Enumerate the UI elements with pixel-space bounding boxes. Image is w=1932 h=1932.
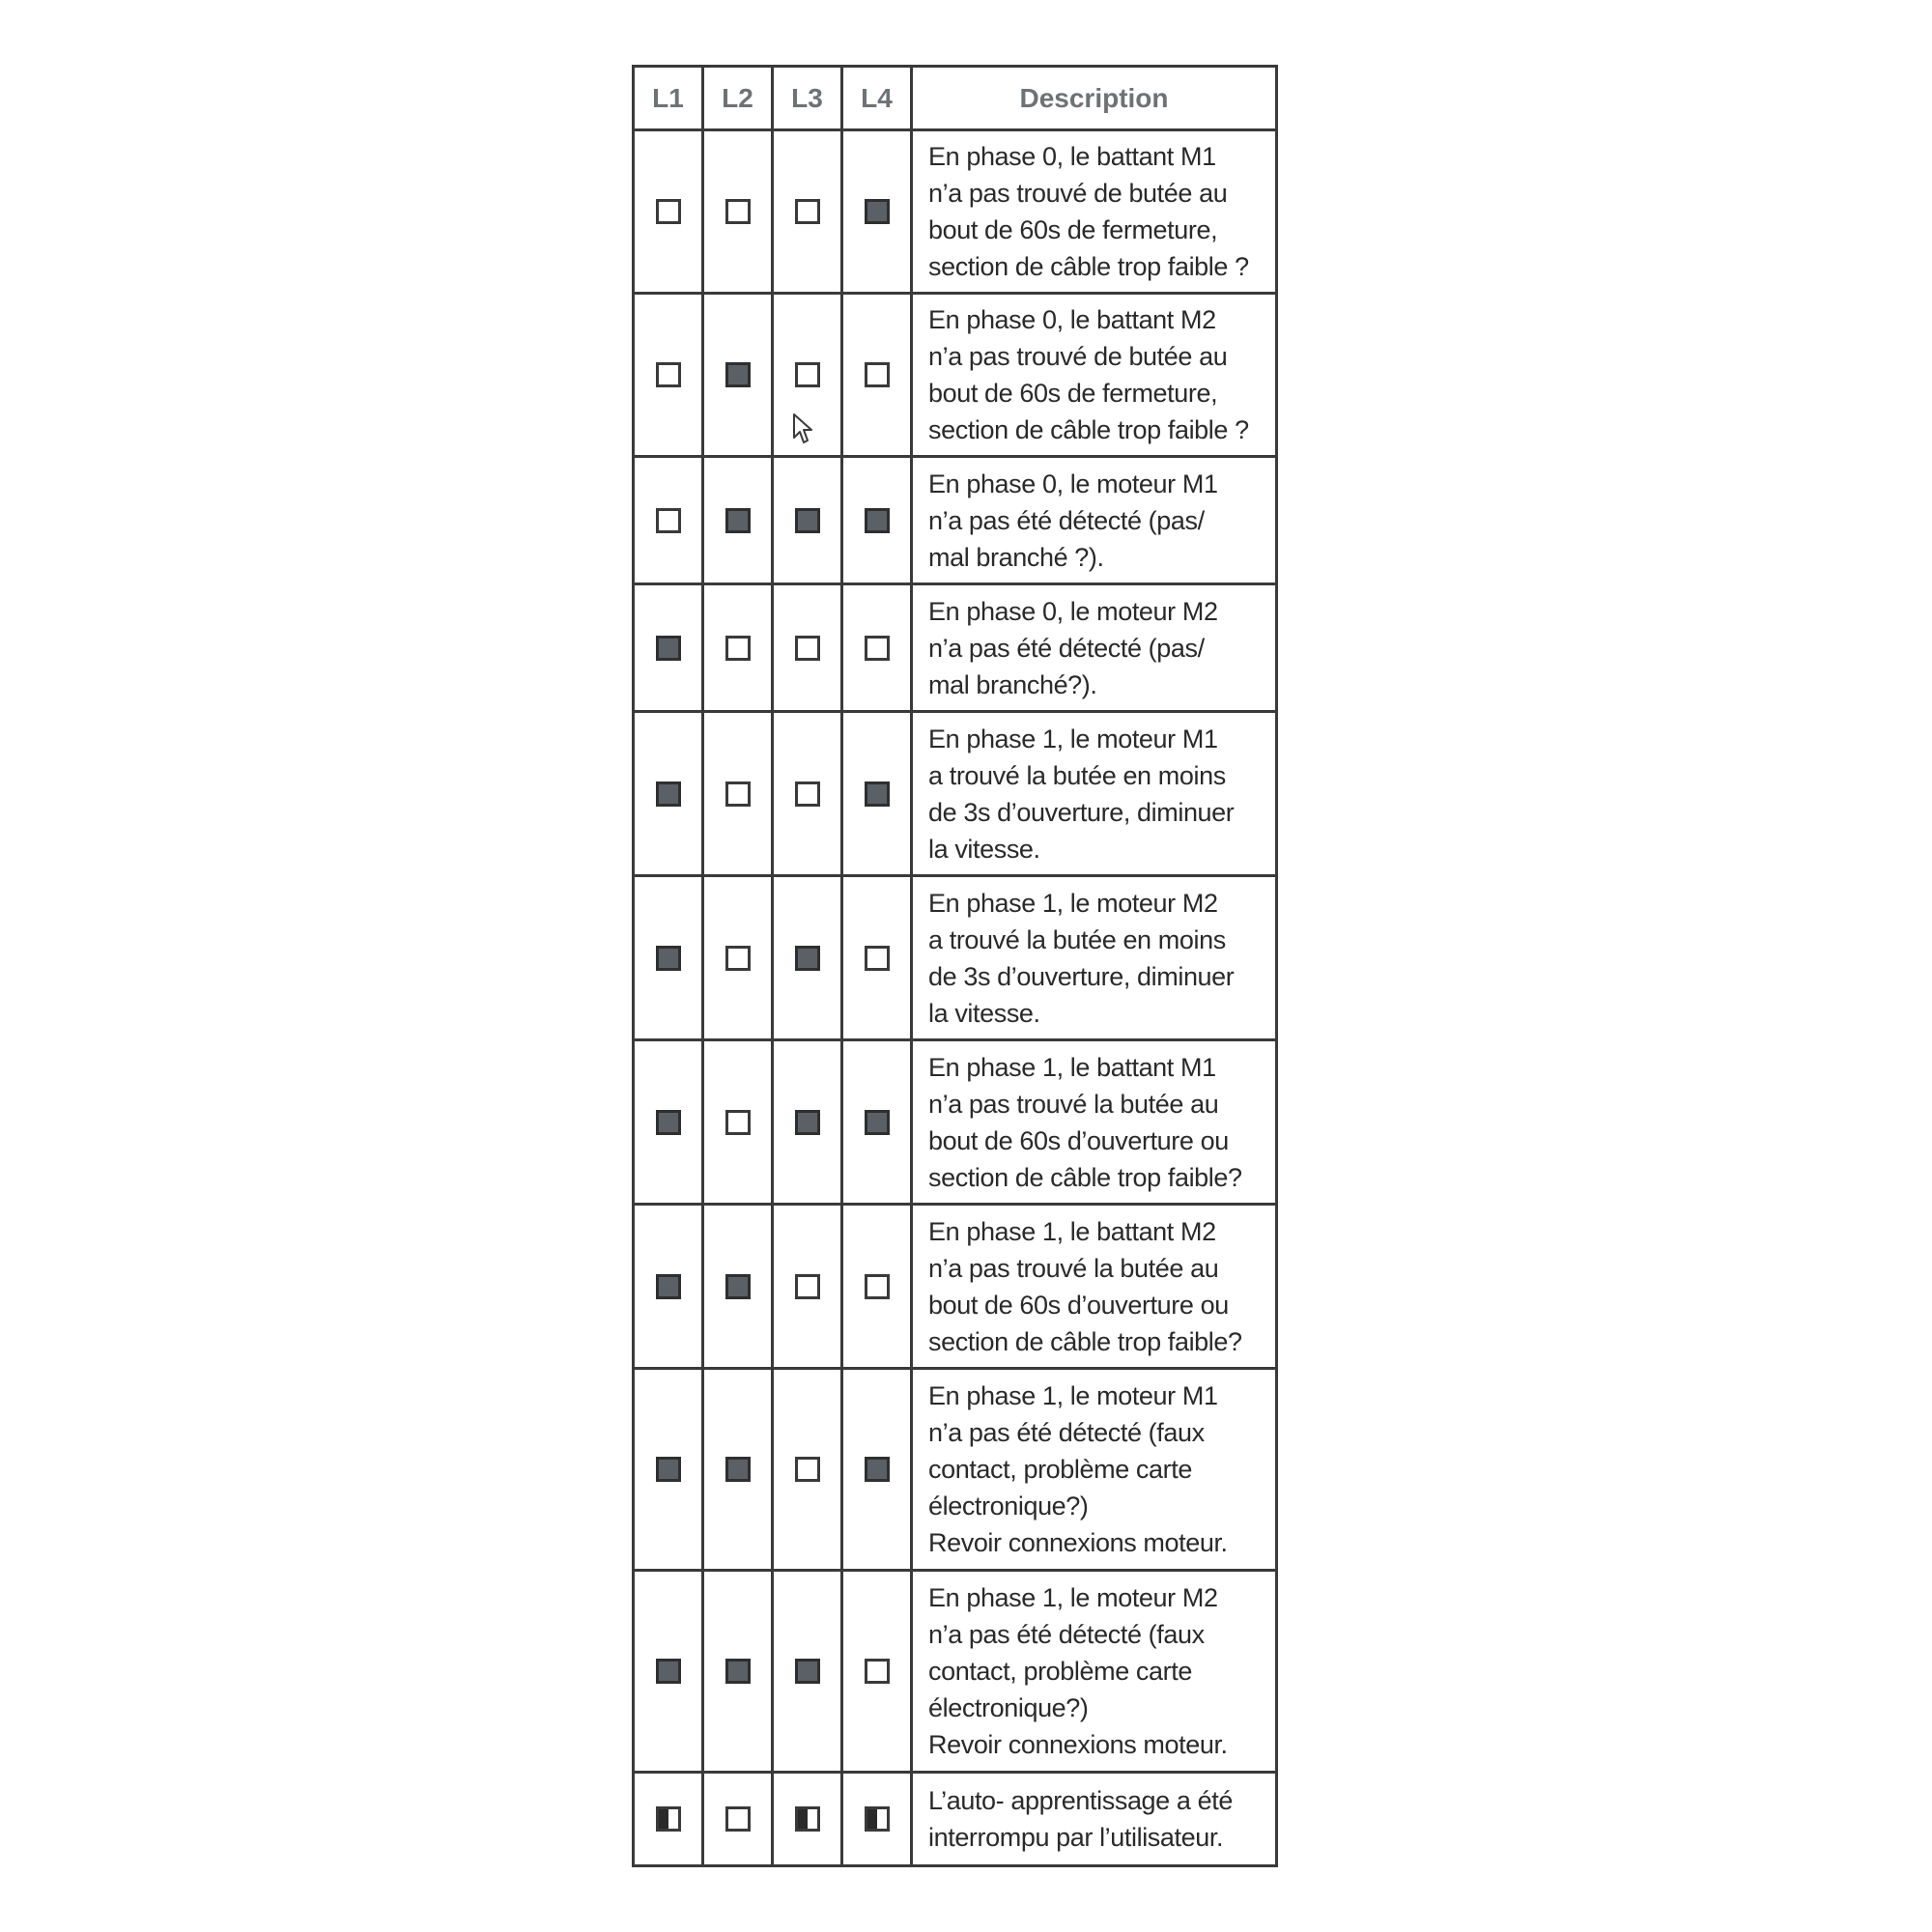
led-off-icon <box>865 1274 890 1299</box>
led-off-icon <box>795 1457 820 1482</box>
header-l2: L2 <box>703 67 773 130</box>
led-on-icon <box>656 946 681 971</box>
table-row <box>634 1369 1277 1571</box>
led-off-icon <box>795 199 820 224</box>
table-row <box>634 130 1277 294</box>
table-row <box>634 1773 1277 1866</box>
led-on-icon <box>865 1110 890 1135</box>
led-on-icon <box>865 199 890 224</box>
led-cell-l4 <box>842 1369 912 1571</box>
led-cell-l2 <box>703 294 773 457</box>
led-cell-l4 <box>842 457 912 584</box>
led-on-icon <box>795 508 820 533</box>
table-row <box>634 1040 1277 1205</box>
led-off-icon <box>865 946 890 971</box>
header-row <box>634 67 1277 130</box>
header-l1: L1 <box>634 67 703 130</box>
header-l3: L3 <box>773 67 842 130</box>
led-on-icon <box>725 508 751 533</box>
table-row <box>634 584 1277 712</box>
led-cell-l3 <box>773 584 842 712</box>
led-cell-l2 <box>703 584 773 712</box>
led-off-icon <box>795 1274 820 1299</box>
led-cell-l4 <box>842 294 912 457</box>
led-cell-l4 <box>842 130 912 294</box>
led-cell-l2 <box>703 1773 773 1866</box>
led-cell-l4 <box>842 876 912 1040</box>
led-off-icon <box>865 1659 890 1684</box>
table-row <box>634 876 1277 1040</box>
header-l4: L4 <box>842 67 912 130</box>
led-on-icon <box>725 1274 751 1299</box>
led-cell-l1 <box>634 1205 703 1369</box>
led-on-icon <box>656 1110 681 1135</box>
led-cell-l3 <box>773 130 842 294</box>
description-cell: En phase 1, le moteur M2 a trouvé la butée en moins de 3s d’ouverture, diminuer la vitesse. <box>912 876 1277 1040</box>
led-status-table <box>632 65 1278 1867</box>
led-cell-l1 <box>634 584 703 712</box>
led-cell-l3 <box>773 457 842 584</box>
description-cell: En phase 1, le moteur M1 n’a pas été détecté (faux contact, problème carte électronique?) Revoir connexions moteur. <box>912 1369 1277 1571</box>
led-on-icon <box>865 1457 890 1482</box>
led-on-icon <box>725 362 751 387</box>
led-cell-l4 <box>842 1571 912 1773</box>
led-off-icon <box>656 199 681 224</box>
led-off-icon <box>795 781 820 807</box>
led-off-icon <box>795 362 820 387</box>
description-cell: En phase 0, le battant M1 n’a pas trouvé de butée au bout de 60s de fermeture, section de câble trop faible ? <box>912 130 1277 294</box>
led-off-icon <box>725 946 751 971</box>
led-on-icon <box>725 1457 751 1482</box>
led-cell-l3 <box>773 1773 842 1866</box>
led-cell-l4 <box>842 1040 912 1205</box>
led-cell-l4 <box>842 712 912 876</box>
led-blink-icon <box>795 1806 820 1832</box>
led-on-icon <box>656 636 681 661</box>
led-cell-l2 <box>703 1369 773 1571</box>
led-cell-l1 <box>634 294 703 457</box>
led-cell-l2 <box>703 1040 773 1205</box>
led-off-icon <box>725 636 751 661</box>
led-cell-l2 <box>703 130 773 294</box>
led-off-icon <box>795 636 820 661</box>
led-cell-l4 <box>842 1773 912 1866</box>
table-row <box>634 1205 1277 1369</box>
led-cell-l1 <box>634 1369 703 1571</box>
led-on-icon <box>865 781 890 807</box>
led-on-icon <box>725 1659 751 1684</box>
led-cell-l1 <box>634 712 703 876</box>
description-cell: En phase 0, le battant M2 n’a pas trouvé de butée au bout de 60s de fermeture, section de câble trop faible ? <box>912 294 1277 457</box>
led-blink-icon <box>865 1806 890 1832</box>
led-on-icon <box>656 781 681 807</box>
led-cell-l1 <box>634 1040 703 1205</box>
led-off-icon <box>725 1806 751 1832</box>
led-off-icon <box>656 362 681 387</box>
table-row <box>634 1571 1277 1773</box>
mouse-pointer-icon <box>792 412 815 445</box>
led-cell-l4 <box>842 1205 912 1369</box>
led-cell-l2 <box>703 1571 773 1773</box>
led-cell-l3 <box>773 1040 842 1205</box>
led-on-icon <box>656 1457 681 1482</box>
led-cell-l1 <box>634 1773 703 1866</box>
led-off-icon <box>656 508 681 533</box>
led-on-icon <box>865 508 890 533</box>
table-row <box>634 712 1277 876</box>
led-cell-l1 <box>634 130 703 294</box>
led-cell-l2 <box>703 457 773 584</box>
led-cell-l3 <box>773 712 842 876</box>
led-cell-l1 <box>634 1571 703 1773</box>
led-off-icon <box>865 362 890 387</box>
led-cell-l3 <box>773 1369 842 1571</box>
led-on-icon <box>656 1659 681 1684</box>
led-on-icon <box>795 946 820 971</box>
description-cell: En phase 1, le moteur M1 a trouvé la butée en moins de 3s d’ouverture, diminuer la vitesse. <box>912 712 1277 876</box>
description-cell: En phase 1, le battant M2 n’a pas trouvé la butée au bout de 60s d’ouverture ou section de câble trop faible? <box>912 1205 1277 1369</box>
led-off-icon <box>725 199 751 224</box>
led-off-icon <box>725 781 751 807</box>
led-cell-l1 <box>634 876 703 1040</box>
led-off-icon <box>865 636 890 661</box>
led-off-icon <box>725 1110 751 1135</box>
led-cell-l2 <box>703 1205 773 1369</box>
description-cell: En phase 0, le moteur M2 n’a pas été détecté (pas/ mal branché?). <box>912 584 1277 712</box>
led-cell-l2 <box>703 876 773 1040</box>
description-cell: En phase 1, le moteur M2 n’a pas été détecté (faux contact, problème carte électronique?) Revoir connexions moteur. <box>912 1571 1277 1773</box>
led-on-icon <box>795 1110 820 1135</box>
description-cell: L’auto- apprentissage a été interrompu par l’utilisateur. <box>912 1773 1277 1866</box>
description-cell: En phase 0, le moteur M1 n’a pas été détecté (pas/ mal branché ?). <box>912 457 1277 584</box>
led-cell-l3 <box>773 876 842 1040</box>
table-row <box>634 457 1277 584</box>
led-cell-l4 <box>842 584 912 712</box>
led-on-icon <box>656 1274 681 1299</box>
led-on-icon <box>795 1659 820 1684</box>
led-cell-l2 <box>703 712 773 876</box>
header-description: Description <box>912 67 1277 130</box>
led-cell-l1 <box>634 457 703 584</box>
led-cell-l3 <box>773 1205 842 1369</box>
table-row <box>634 294 1277 457</box>
led-blink-icon <box>656 1806 681 1832</box>
led-cell-l3 <box>773 1571 842 1773</box>
description-cell: En phase 1, le battant M1 n’a pas trouvé la butée au bout de 60s d’ouverture ou section de câble trop faible? <box>912 1040 1277 1205</box>
